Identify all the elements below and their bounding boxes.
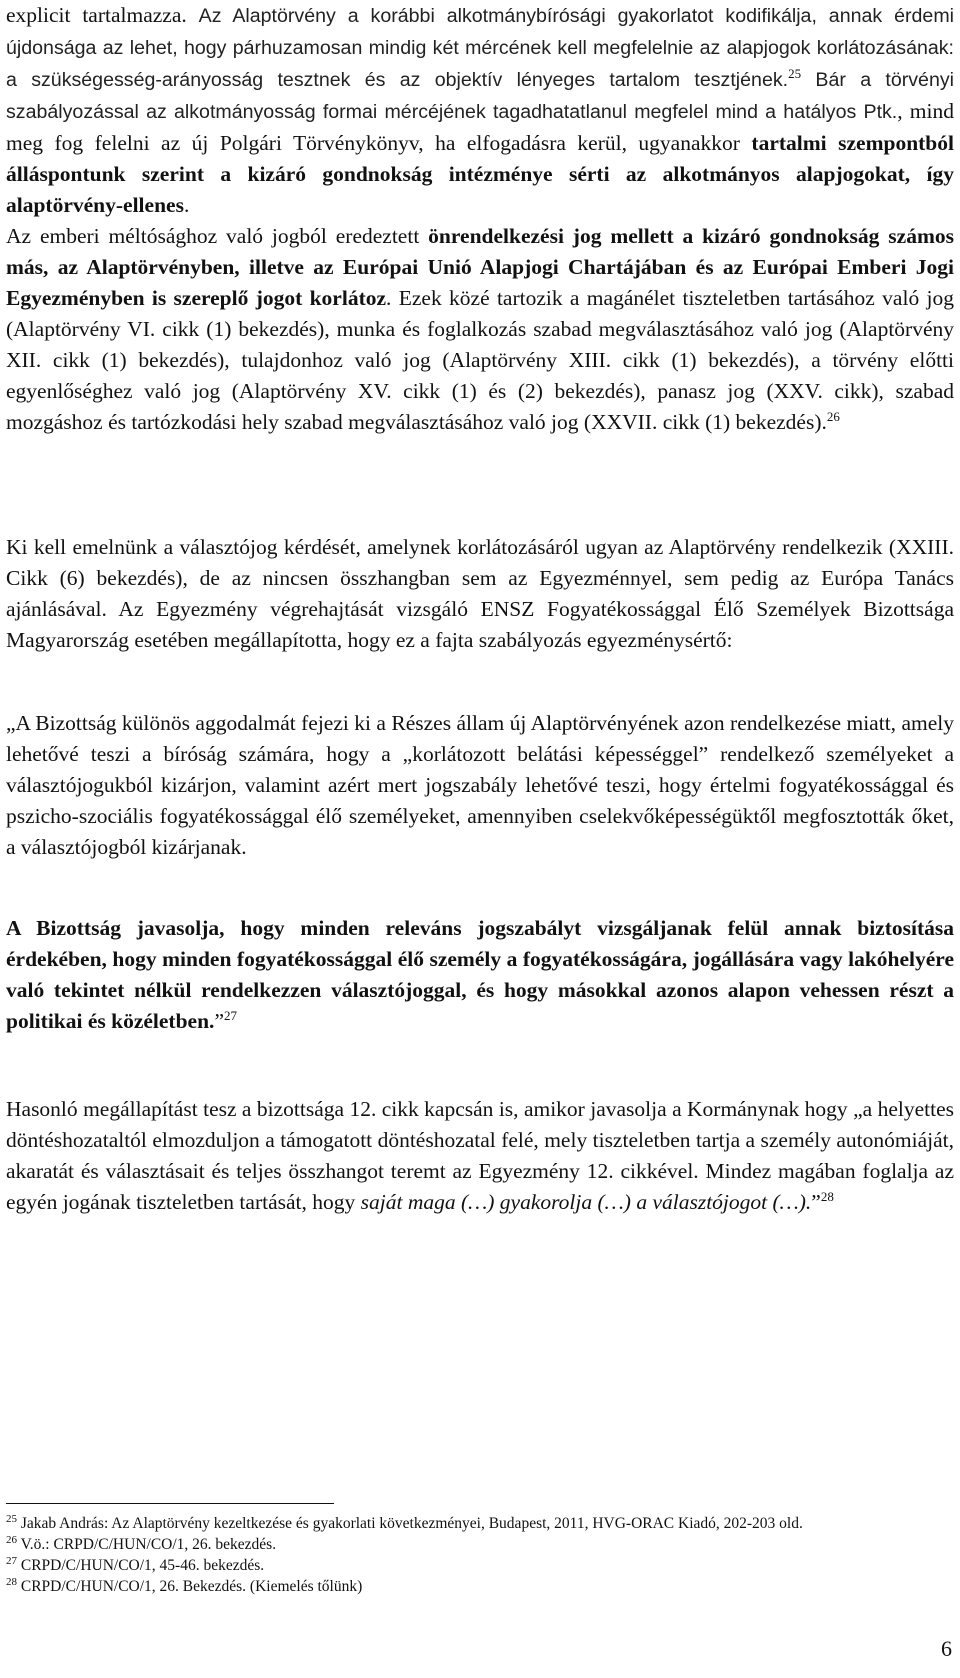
p5-closing-quote: ” <box>811 1190 821 1214</box>
footnote-separator <box>6 1503 334 1504</box>
p1-sans-text: Az Alaptörvény a korábbi alkotmánybírósági gyakorlatot kodifikálja, annak érdemi újdonsága az lehet, hogy párhuzamosan mindig két mércének kell megfelelnie az alapjogok korlátozásának: a szükségesség-arányosság tesztnek és az objektív lényeges tartalom tesztjének. <box>6 5 955 91</box>
paragraph-5 <box>6 1094 954 1218</box>
footnote-28 <box>6 1577 954 1596</box>
footnote-ref-28[interactable]: 28 <box>820 1188 834 1204</box>
footnote-text: CRPD/C/HUN/CO/1, 45-46. bekezdés. <box>20 1557 265 1574</box>
footnote-25 <box>6 1514 954 1533</box>
p2-text: Ki kell emelnünk a választójog kérdését, amelynek korlátozásáról ugyan az Alaptörvény rendelkezik (XXIII. Cikk (6) bekezdés), de az nincsen összhangban sem az Egyezménnyel, sem pedig az Európa Tanács ajánlásával. Az Egyezmény végrehajtását vizsgáló ENSZ Fogyatékossággal Élő Személyek Bizottsága Magyarország esetében megállapította, hogy ez a fajta szabályozás egyezménysértő: <box>6 535 954 652</box>
p3-text: „A Bizottság különös aggodalmát fejezi ki a Részes állam új Alaptörvényének azon rendelkezése miatt, amely lehetővé teszi a bíróság számára, hogy a „korlátozott belátási képességgel” rendelkező személyeket a választójogukból kizárjon, valamint azért mert jogszabály lehetővé teszi, hogy értelmi fogyatékossággal és pszicho-szociális fogyatékossággal élő személyeket, amennyiben cselekvőképességüktől megfosztották őket, a választójogból kizárjanak. <box>6 711 954 859</box>
paragraph-2 <box>6 532 954 656</box>
p1-bold-text-2: önrendelkezési jog mellett a kizáró gondnokság számos más, az Alaptörvényben, illetve az Európai Unió Alapjogi Chartájában és az Európai Emberi Jogi Egyezményben is szereplő jogot korlátoz <box>6 224 954 310</box>
footnote-27 <box>6 1556 954 1575</box>
p5-italic-text: saját maga (…) gyakorolja (…) a választójogot (…). <box>360 1190 812 1214</box>
p1-lead: explicit tartalmazza. <box>6 3 199 27</box>
paragraph-1 <box>6 0 954 438</box>
footnote-26 <box>6 1535 954 1554</box>
page-number: 6 <box>941 1636 952 1661</box>
footnote-ref-25[interactable]: 25 <box>788 65 802 81</box>
footnote-text: CRPD/C/HUN/CO/1, 26. Bekezdés. (Kiemelés tőlünk) <box>20 1578 363 1595</box>
footnote-text: Jakab András: Az Alaptörvény kezeltkezése és gyakorlati következményei, Budapest, 2011, HVG-ORAC Kiadó, 202-203 old. <box>20 1515 803 1532</box>
p1-sans-text-2: Bár a törvényi szabályozással az alkotmányosság formai mércéjének tagadhatatlanul megfelel mind a hatályos Ptk. <box>6 69 955 123</box>
footnote-number: 25 <box>6 1512 17 1525</box>
footnote-number: 26 <box>6 1533 17 1546</box>
footnote-number: 27 <box>6 1554 17 1567</box>
p1-bold-text: tartalmi szempontból álláspontunk szerint a kizáró gondnokság intézménye sérti az alkotmányos alapjogokat, így alaptörvény-ellenes <box>6 131 954 217</box>
footnote-ref-27[interactable]: 27 <box>223 1007 237 1023</box>
paragraph-3-quote <box>6 708 954 863</box>
p4-closing-quote: ” <box>214 1009 224 1033</box>
p4-bold-text: A Bizottság javasolja, hogy minden releváns jogszabályt vizsgáljanak felül annak biztosítása érdekében, hogy minden fogyatékossággal élő személy a fogyatékosságára, jogállására vagy lakóhelyére való tekintet nélkül rendelkezzen választójoggal, és hogy másokkal azonos alapon vehessen részt a politikai és közéletben. <box>6 916 954 1033</box>
p5-text: Hasonló megállapítást tesz a bizottsága 12. cikk kapcsán is, amikor javasolja a Kormánynak hogy „a helyettes döntéshozataltól elmozduljon a támogatott döntéshozatal felé, mely tiszteletben tartja a személy autonómiáját, akaratát és választásait és teljes összhangot teremt az Egyezmény 12. cikkével. Mindez magában foglalja az egyén jogának tiszteletben tartását, hogy <box>6 1097 954 1214</box>
paragraph-4-quote-bold <box>6 913 954 1037</box>
p1-text-2: Az emberi méltósághoz való jogból eredeztett <box>6 224 429 248</box>
footnote-number: 28 <box>6 1575 17 1588</box>
p1-period: . <box>183 193 190 217</box>
footnote-text: V.ö.: CRPD/C/HUN/CO/1, 26. bekezdés. <box>20 1536 277 1553</box>
p1-text: , mind meg fog felelni az új Polgári Törvénykönyv, ha elfogadásra kerül, ugyanakkor <box>6 99 954 155</box>
footnote-ref-26[interactable]: 26 <box>826 408 840 424</box>
p1-text-3: . Ezek közé tartozik a magánélet tiszteletben tartásához való jog (Alaptörvény VI. cikk (1) bekezdés), munka és foglalkozás szabad megválasztásához való jog (Alaptörvény XII. cikk (1) bekezdés), tulajdonhoz való jog (Alaptörvény XIII. cikk (1) bekezdés), a törvény előtti egyenlőséghez való jog (Alaptörvény XV. cikk (1) és (2) bekezdés), panasz jog (XXV. cikk), szabad mozgáshoz és tartózkodási hely szabad megválasztásához való jog (XXVII. cikk (1) bekezdés). <box>6 286 954 434</box>
